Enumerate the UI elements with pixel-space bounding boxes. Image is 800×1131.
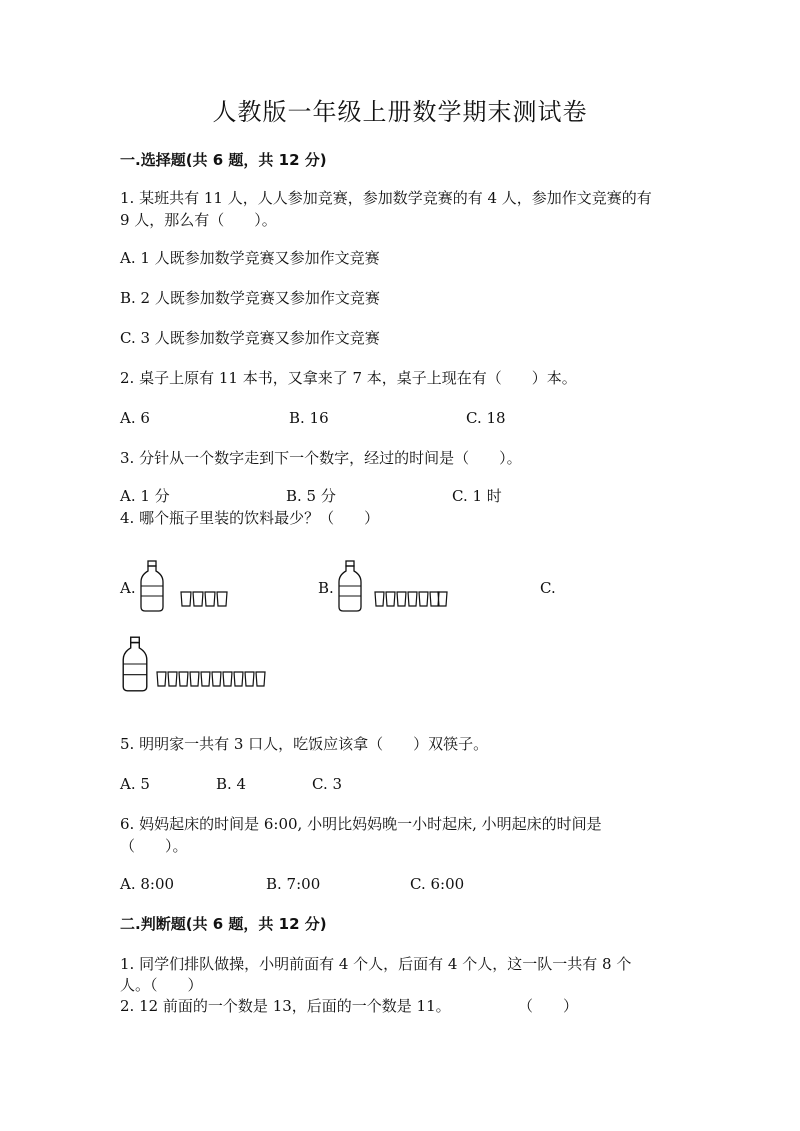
cups-icon [180,590,230,608]
question-5-option-b: B. 4 [216,775,247,793]
question-1-line-1: 1. 某班共有 11 人，人人参加竞赛，参加数学竞赛的有 4 人，参加作文竞赛的有 [120,189,652,207]
question-2-text: 2. 桌子上原有 11 本书，又拿来了 7 本，桌子上现在有（ ）本。 [120,369,577,387]
question-6-line-1: 6. 妈妈起床的时间是 6:00, 小明比妈妈晚一小时起床, 小明起床的时间是 [120,815,602,833]
question-6-option-b: B. 7:00 [266,875,321,893]
bottle-icon [336,560,364,612]
judgement-2-blank: （ ） [518,997,579,1015]
question-6-option-c: C. 6:00 [410,875,465,893]
question-5-option-a: A. 5 [120,775,150,793]
cups-icon [156,670,272,688]
question-3-option-b: B. 5 分 [286,487,336,505]
section-heading-judgement: 二.判断题(共 6 题，共 12 分) [120,915,327,933]
question-3-text: 3. 分针从一个数字走到下一个数字，经过的时间是（ ）。 [120,449,522,467]
question-2-option-b: B. 16 [289,409,329,427]
page-title: 人教版一年级上册数学期末测试卷 [212,98,588,126]
question-1-option-a: A. 1 人既参加数学竞赛又参加作文竞赛 [120,249,380,267]
question-4-option-b: B. [318,579,334,597]
question-1-line-2: 9 人，那么有（ ）。 [120,211,277,229]
question-4-option-c: C. [540,579,556,597]
question-1-option-c: C. 3 人既参加数学竞赛又参加作文竞赛 [120,329,380,347]
question-6-line-2: （ ）。 [120,837,188,855]
question-3-option-a: A. 1 分 [120,487,170,505]
bottle-icon [138,560,166,612]
question-2-option-c: C. 18 [466,409,506,427]
question-5-option-c: C. 3 [312,775,343,793]
judgement-1-line-1: 1. 同学们排队做操，小明前面有 4 个人，后面有 4 个人，这一队一共有 8 个 [120,955,632,973]
question-1-option-b: B. 2 人既参加数学竞赛又参加作文竞赛 [120,289,380,307]
judgement-2-text: 2. 12 前面的一个数是 13，后面的一个数是 11。 [120,997,451,1015]
section-heading-choice: 一.选择题(共 6 题，共 12 分) [120,151,327,169]
question-6-option-a: A. 8:00 [120,875,175,893]
question-4-text: 4. 哪个瓶子里装的饮料最少？（ ） [120,509,380,527]
question-4-option-a: A. [120,579,136,597]
bottle-icon [120,636,150,692]
judgement-1-line-2: 人。（ ） [120,976,203,994]
question-5-text: 5. 明明家一共有 3 口人，吃饭应该拿（ ）双筷子。 [120,735,489,753]
question-3-option-c: C. 1 时 [452,487,502,505]
question-2-option-a: A. 6 [120,409,150,427]
cups-icon [374,590,448,608]
